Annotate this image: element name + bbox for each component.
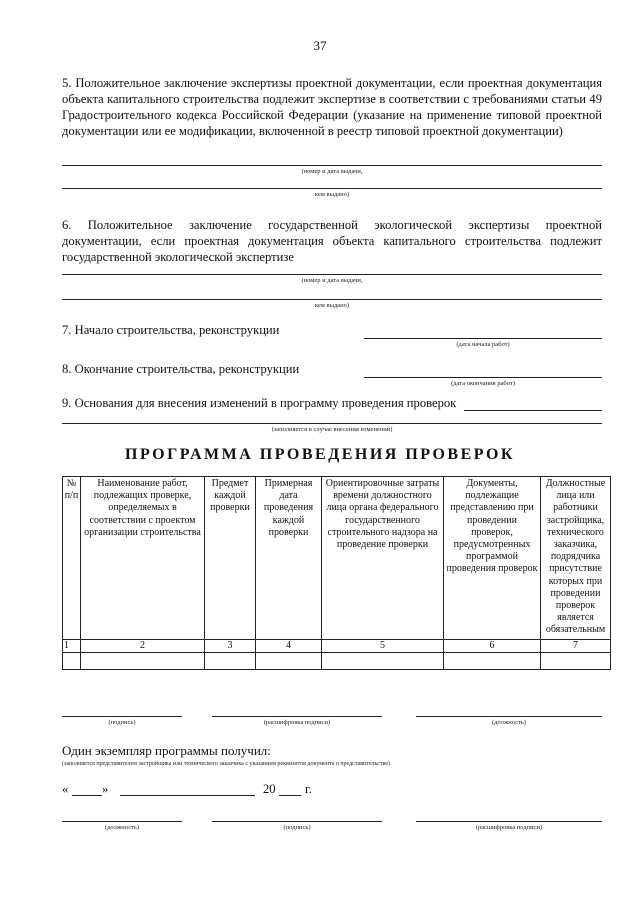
col-number-6: 6: [444, 640, 541, 653]
receiver-signature-caption: (подпись): [283, 824, 311, 831]
header-subject: Предмет каждой проверки: [205, 477, 256, 640]
col-number-4: 4: [256, 640, 322, 653]
position-line[interactable]: [416, 716, 602, 717]
receiver-position-line[interactable]: [62, 821, 182, 822]
section-9-caption: (заполняется в случае внесения изменений): [271, 426, 393, 433]
section-8-date-line[interactable]: [364, 377, 602, 378]
receiver-signature-line[interactable]: [212, 821, 382, 822]
section-7-label: 7. Начало строительства, реконструкции: [62, 323, 280, 337]
date-year-suffix: г.: [305, 782, 312, 796]
program-title: ПРОГРАММА ПРОВЕДЕНИЯ ПРОВЕРОК: [125, 446, 515, 463]
date-close-quote: »: [102, 782, 109, 796]
signature-decoding-line[interactable]: [212, 716, 382, 717]
receiver-position-caption: (должность): [104, 824, 140, 831]
received-label: Один экземпляр программы получил:: [62, 743, 271, 758]
page-number: 37: [313, 38, 327, 53]
section-5-number-line[interactable]: [62, 165, 602, 166]
col-number-5: 5: [322, 640, 444, 653]
table-cell[interactable]: [63, 653, 81, 670]
table-cell[interactable]: [256, 653, 322, 670]
section-6-issuer-line[interactable]: [62, 299, 602, 300]
date-month-line[interactable]: [120, 795, 255, 796]
section-9-inline-line[interactable]: [464, 410, 602, 411]
receiver-decoding-line[interactable]: [416, 821, 602, 822]
header-officials: Должностные лица или работники застройщика, технического заказчика, подрядчика присутствие которых при проведении проверок является обязательным: [541, 477, 611, 640]
col-number-2: 2: [81, 640, 205, 653]
header-date: Примерная дата проведения каждой проверки: [256, 477, 322, 640]
signature-decoding-caption: (расшифровка подписи): [263, 719, 331, 726]
header-time-cost: Ориентировочные затраты времени должностного лица органа федерального государственного строительного надзора на проведение проверки: [322, 477, 444, 640]
position-caption: (должность): [491, 719, 527, 726]
date-year-line[interactable]: [279, 795, 301, 796]
section-5-text: 5. Положительное заключение экспертизы проектной документации, если проектная документация объекта капитального строительства подлежит экспертизе в соответствии с требованиями статьи 49 Градостроительного кодекса Российской Федерации (указание на применение типовой проектной документации или ее модификации, включенной в реестр типовой проектной документации): [62, 76, 602, 138]
signature-caption: (подпись): [108, 719, 136, 726]
header-work-name: Наименование работ, подлежащих проверке, определяемых в соответствии с проектом организации строительства: [81, 477, 205, 640]
program-table: [62, 476, 611, 670]
table-cell[interactable]: [444, 653, 541, 670]
table-cell[interactable]: [81, 653, 205, 670]
section-8-label: 8. Окончание строительства, реконструкции: [62, 362, 300, 376]
col-number-3: 3: [205, 640, 256, 653]
section-9-label: 9. Основания для внесения изменений в программу проведения проверок: [62, 396, 457, 410]
signature-line[interactable]: [62, 716, 182, 717]
date-year-prefix: 20: [263, 782, 276, 796]
section-6-issuer-caption: кем выдано): [314, 302, 350, 309]
date-day-line[interactable]: [72, 795, 102, 796]
col-number-7: 7: [541, 640, 611, 653]
table-cell[interactable]: [541, 653, 611, 670]
header-documents: Документы, подлежащие представлению при проведении проверок, предусмотренных программой проведения проверок: [444, 477, 541, 640]
section-7-date-line[interactable]: [364, 338, 602, 339]
section-6-number-line[interactable]: [62, 274, 602, 275]
section-5-issuer-line[interactable]: [62, 188, 602, 189]
section-5-number-caption: (номер и дата выдачи,: [301, 168, 363, 175]
table-header-row: [63, 477, 611, 640]
col-number-1: 1: [63, 640, 81, 653]
table-row: [63, 653, 611, 670]
section-5-issuer-caption: кем выдано): [314, 191, 350, 198]
header-number: № п/п: [63, 477, 81, 640]
section-9-line[interactable]: [62, 423, 602, 424]
section-6-text: 6. Положительное заключение государственной экологической экспертизы проектной документации, если проектная документация объекта капитального строительства подлежит государственной экологической экспертизе: [62, 218, 602, 264]
table-cell[interactable]: [205, 653, 256, 670]
table-cell[interactable]: [322, 653, 444, 670]
receiver-decoding-caption: (расшифровка подписи): [475, 824, 543, 831]
date-open-quote: «: [62, 782, 69, 796]
section-8-caption: (дата окончания работ): [451, 380, 515, 387]
table-number-row: [63, 640, 611, 653]
section-7-caption: (дата начала работ): [456, 341, 510, 348]
section-6-number-caption: (номер и дата выдачи,: [301, 277, 363, 284]
received-note: (заполняется представителем застройщика или технического заказчика с указанием реквизитов документа о представительстве): [62, 761, 390, 767]
